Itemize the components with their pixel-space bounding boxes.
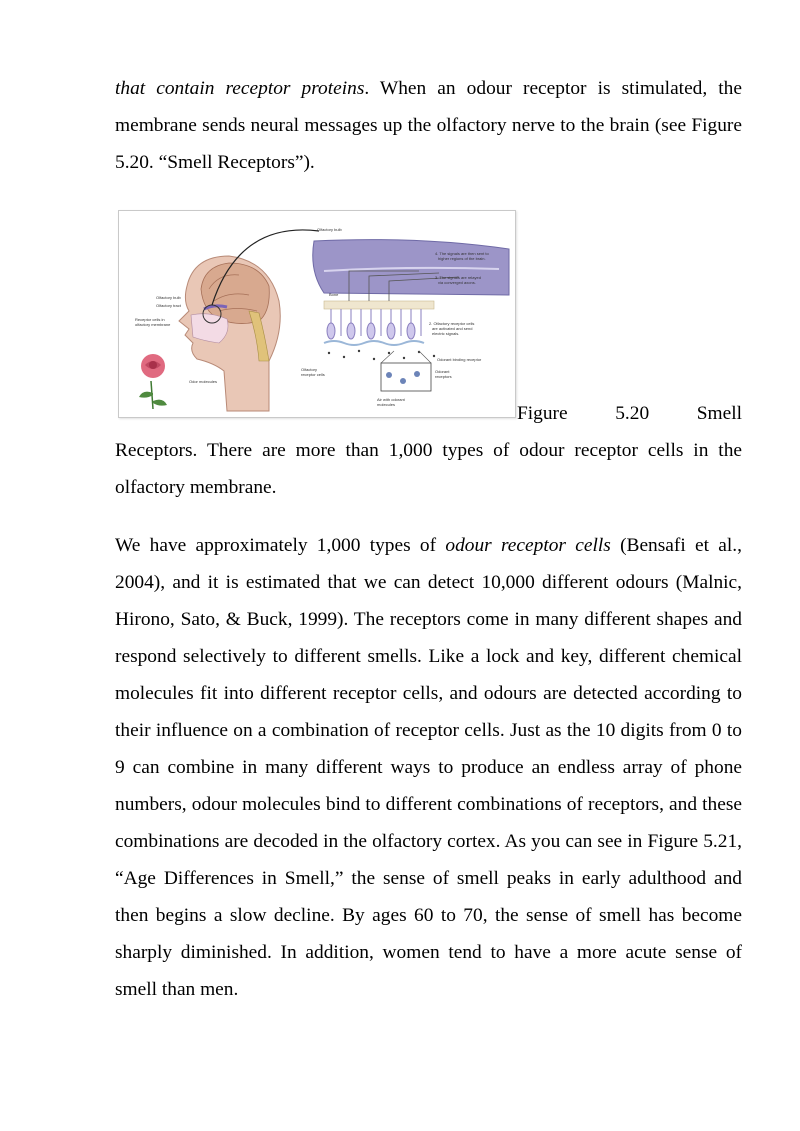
label-step2-line3: electric signals. [432, 331, 460, 336]
label-step4-line2: higher regions of the brain. [438, 256, 486, 261]
label-step2-line1: 2. Olfactory receptor cells [429, 321, 475, 326]
label-odorant-binding-receptor: Odorant binding receptor [437, 357, 482, 362]
caption-word-number: 5.20 [615, 403, 650, 424]
paragraph2-body: (Bensafi et al., 2004), and it is estimated that we can detect 10,000 different odours (Malnic, Hirono, Sato, & Buck, 1999). The receptors come in many different shapes and respond selectively to different smells. Like a lock and key, different chemical molecules fit into different receptor cells, and odours are detected according to their influence on a combination of receptor cells. Just as the 10 digits from 0 to 9 can combine in many different ways to produce an endless array of phone numbers, odour molecules bind to different combinations of receptors, and these combinations are decoded in the olfactory cortex. As you can see in Figure 5.21, “Age Differences in Smell,” the sense of smell peaks in early adulthood and then begins a slow decline. By ages 60 to 70, the sense of smell has become sharply diminished. In addition, women tend to have a more acute sense of smell than men. [115, 535, 743, 1000]
italic-term-receptor-proteins: that contain receptor proteins [115, 78, 365, 99]
paragraph2-lead: We have approximately 1,000 types of [115, 535, 446, 556]
label-receptor-cells-line1: Receptor cells in [135, 317, 165, 322]
caption-word-figure: Figure [517, 403, 568, 424]
paragraph-intro-text: . When an odour receptor is stimulated, the membrane sends neural messages up the olfactory nerve to the brain (see Figure 5.20. “Smell Receptors”). [115, 78, 742, 173]
label-olfactory-receptor-cells-line1: Olfactory [301, 367, 318, 372]
caption-first-line [517, 395, 742, 432]
label-step4-line1: 4. The signals are then sent to [435, 251, 489, 256]
label-olfactory-bulb: Olfactory bulb [317, 227, 342, 232]
label-olfactory-receptor-cells-line2: receptor cells [301, 372, 325, 377]
label-receptor-cells-line2: olfactory membrane [135, 322, 171, 327]
smell-receptors-illustration [118, 210, 516, 418]
paragraph-odour-receptors [115, 527, 742, 1008]
label-step2-line2: are activated and send [432, 326, 473, 331]
label-bone: Bone [329, 292, 339, 297]
paragraph-intro [115, 70, 742, 181]
caption-word-smell: Smell [696, 403, 742, 424]
italic-term-odour-receptor-cells: odour receptor cells [445, 535, 611, 556]
label-air-odor-line2: molecules [377, 402, 396, 407]
label-air-odor-line1: Air with odorant [377, 397, 405, 402]
label-olfactory-tract: Olfactory tract [156, 303, 181, 308]
label-step3-line2: via converged axons. [438, 280, 476, 285]
label-olfactory-bulb-left: Olfactory bulb [156, 295, 181, 300]
label-odorant-receptors-line1: Odorant [435, 369, 450, 374]
rose-icon [139, 354, 167, 409]
caption-rest: Receptors. There are more than 1,000 types of odour receptor cells in the olfactory membrane. [115, 440, 742, 498]
label-odorant-receptors-line2: receptors [435, 374, 452, 379]
label-odor-molecules: Odor molecules [189, 379, 218, 384]
label-step3-line1: 3. The signals are relayed [435, 275, 481, 280]
